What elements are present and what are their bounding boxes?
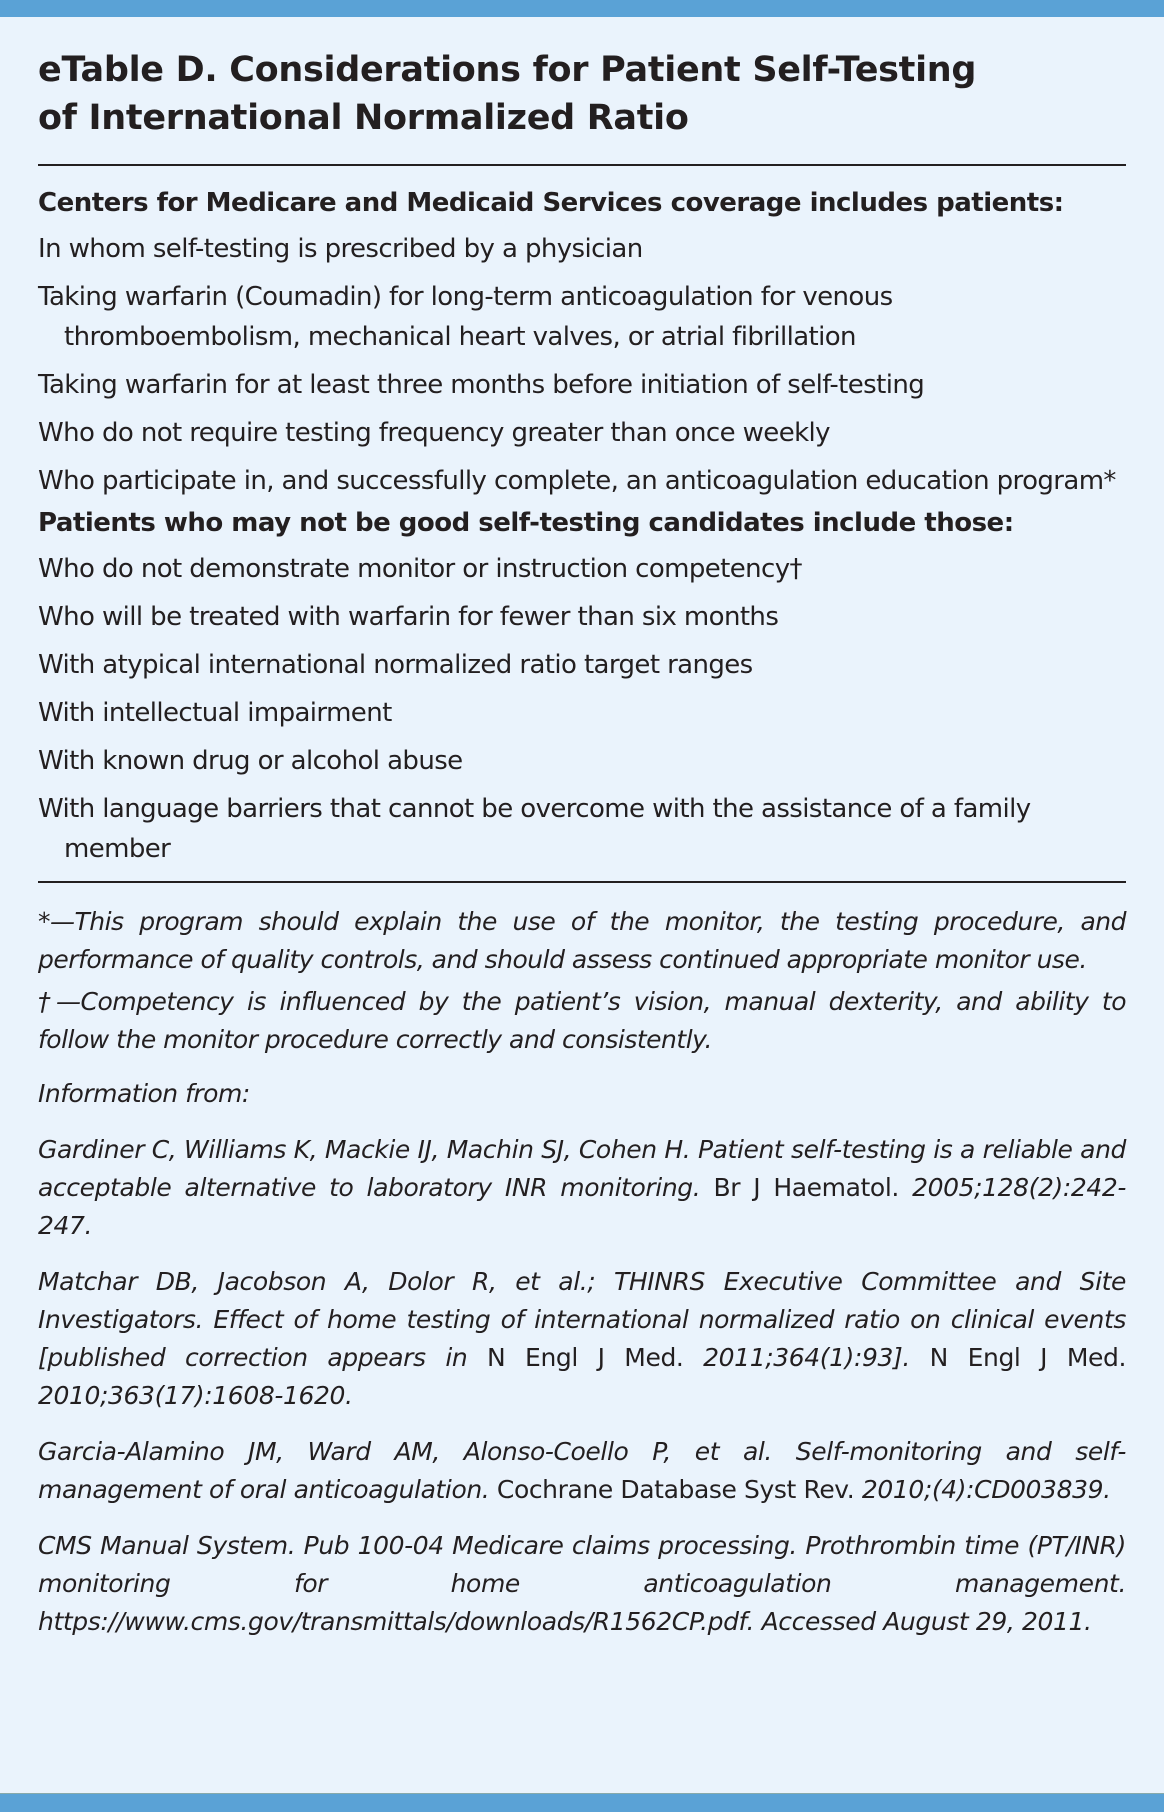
references-list — [38, 1131, 1126, 1641]
reference-segment: Garcia-Alamino JM, Ward AM, Alonso-Coello P, et al. Self-monitoring and self-management of oral anticoagulation. — [38, 1437, 1126, 1504]
section-header-coverage: Centers for Medicare and Medicaid Services coverage includes patients: — [38, 188, 1064, 218]
bottom-bar — [0, 1793, 1164, 1812]
reference-segment: Gardiner C, Williams K, Mackie IJ, Machin SJ, Cohen H. Patient self-testing is a reliable and acceptable alternative to laboratory INR monitoring. — [38, 1135, 1126, 1202]
top-bar — [0, 0, 1164, 17]
section-header-candidates: Patients who may not be good self-testing candidates include those: — [38, 508, 1014, 538]
reference-segment: CMS Manual System. Pub 100-04 Medicare claims processing. Prothrombin time (PT/INR) monitoring for home anticoagulation management. https://www.cms.gov/transmittals/downloads/R1562CP.pdf. Accessed August 29, 2011. — [38, 1531, 1126, 1636]
reference-item — [38, 1527, 1126, 1641]
reference-item — [38, 1263, 1126, 1415]
table-bottom-divider — [38, 881, 1126, 883]
table-title — [38, 46, 1126, 142]
list-item: Who participate in, and successfully complete, an anticoagulation education program* — [38, 466, 1116, 496]
list-item: Who do not demonstrate monitor or instruction competency† — [38, 554, 802, 584]
title-line-1: eTable D. Considerations for Patient Self-Testing — [38, 50, 977, 90]
footnote-asterisk: *—This program should explain the use of the monitor, the testing procedure, and performance of quality controls, and should assess continued appropriate monitor use. — [38, 907, 1126, 974]
list-item: Taking warfarin (Coumadin) for long-term anticoagulation for venous thromboembolism, mechanical heart valves, or atrial fibrillation — [38, 282, 893, 352]
coverage-list — [38, 229, 1126, 501]
list-item: With known drug or alcohol abuse — [38, 746, 463, 776]
list-item: With intellectual impairment — [38, 698, 392, 728]
reference-segment: 2011;364(1):93]. — [703, 1343, 930, 1372]
list-item: In whom self-testing is prescribed by a physician — [38, 234, 643, 264]
reference-segment: Cochrane Database Syst Rev. — [496, 1475, 862, 1504]
reference-segment: Matchar DB, Jacobson A, Dolor R, et al.; THINRS Executive Committee and Site Investigators. Effect of home testing of international normalized ratio on clinical events [published correction appears in — [38, 1267, 1126, 1372]
title-line-2: of International Normalized Ratio — [38, 98, 689, 138]
etable — [38, 46, 1126, 1641]
list-item: Who will be treated with warfarin for fewer than six months — [38, 602, 779, 632]
list-item: Who do not require testing frequency greater than once weekly — [38, 418, 830, 448]
list-item: Taking warfarin for at least three months before initiation of self-testing — [38, 370, 925, 400]
reference-segment: 2010;363(17):1608-1620. — [38, 1381, 353, 1410]
reference-segment: 2005;128(2):242-247. — [38, 1173, 1126, 1240]
list-item: With atypical international normalized ratio target ranges — [38, 650, 753, 680]
reference-item — [38, 1131, 1126, 1245]
list-item: With language barriers that cannot be overcome with the assistance of a family member — [38, 794, 1031, 864]
reference-segment: N Engl J Med. — [929, 1343, 1127, 1372]
reference-item — [38, 1433, 1126, 1509]
information-from-label: Information from: — [38, 1079, 250, 1108]
reference-segment: Br J Haematol. — [713, 1173, 913, 1202]
reference-segment: N Engl J Med. — [487, 1343, 704, 1372]
footnote-dagger: †—Competency is influenced by the patient’s vision, manual dexterity, and ability to follow the monitor procedure correctly and consistently. — [38, 987, 1126, 1054]
title-divider — [38, 164, 1126, 166]
reference-segment: 2010;(4):CD003839. — [861, 1475, 1111, 1504]
candidates-list — [38, 549, 1126, 869]
